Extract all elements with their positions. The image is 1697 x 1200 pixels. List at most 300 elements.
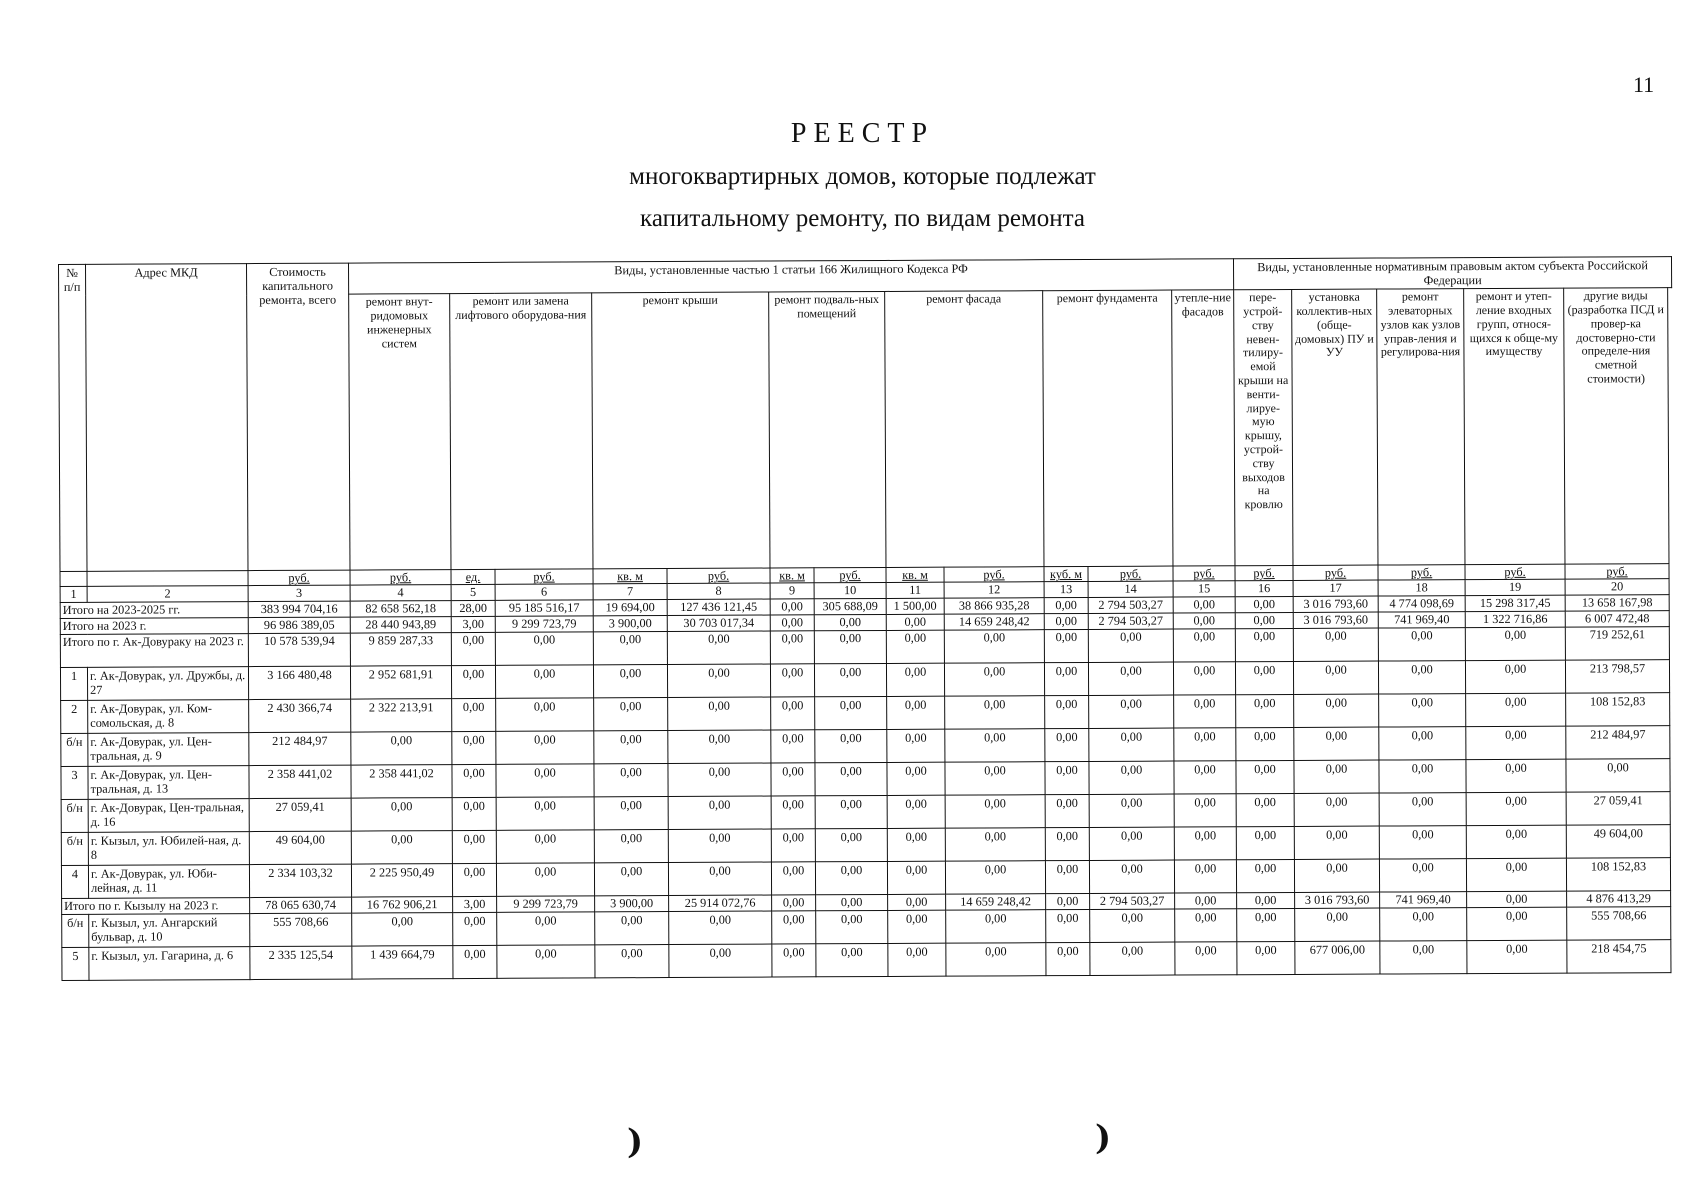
value-cell: 0,00: [816, 894, 888, 910]
value-cell: 1 500,00: [886, 598, 944, 614]
value-cell: 0,00: [1045, 860, 1089, 893]
total-label: Итого по г. Ак-Довураку на 2023 г.: [60, 633, 248, 667]
value-cell: 0,00: [1235, 628, 1293, 661]
value-cell: 4 774 098,69: [1378, 595, 1465, 611]
value-cell: 0,00: [945, 827, 1045, 860]
value-cell: 0,00: [594, 763, 668, 796]
value-cell: 0,00: [668, 697, 771, 731]
column-number-cell: 9: [770, 583, 814, 598]
value-cell: 0,00: [1173, 612, 1235, 628]
value-cell: 9 299 723,79: [495, 615, 593, 631]
header-elevator-units: ремонт элеваторных узлов как узлов управ-ления и регулирова-ния: [1377, 289, 1465, 565]
registry-table: [58, 256, 1675, 980]
value-cell: 0,00: [497, 911, 595, 944]
value-cell: 0,00: [351, 830, 452, 863]
value-cell: 0,00: [1466, 726, 1566, 759]
unit-cell: руб.: [1173, 566, 1235, 581]
value-cell: 0,00: [496, 697, 594, 730]
total-label: Итого по г. Кызылу на 2023 г.: [62, 897, 250, 914]
value-cell: 0,00: [451, 665, 495, 698]
value-cell: 2 358 441,02: [351, 764, 452, 797]
value-cell: 0,00: [946, 909, 1046, 942]
unit-cell: руб.: [1565, 564, 1669, 580]
value-cell: 677 006,00: [1295, 941, 1380, 974]
row-number: б/н: [61, 799, 88, 832]
value-cell: 0,00: [668, 730, 771, 764]
value-cell: 0,00: [1045, 761, 1089, 794]
value-cell: 28,00: [451, 600, 495, 616]
value-cell: 0,00: [772, 910, 816, 943]
value-cell: 3 016 793,60: [1295, 892, 1380, 908]
unit-cell: куб. м: [1044, 567, 1088, 582]
value-cell: 0,00: [1294, 760, 1379, 793]
value-cell: 0,00: [815, 729, 887, 762]
value-cell: 0,00: [1174, 760, 1236, 793]
total-label: Итого на 2023-2025 гг.: [60, 601, 248, 618]
row-address: г. Кызыл, ул. Юбилей-ная, д. 8: [88, 831, 249, 865]
value-cell: 15 298 317,45: [1465, 595, 1565, 611]
header-insulation: утепле-ние фасадов: [1172, 290, 1235, 566]
value-cell: 0,00: [1235, 661, 1293, 694]
value-cell: 0,00: [1379, 792, 1466, 825]
value-cell: 0,00: [770, 614, 814, 630]
value-cell: 6 007 472,48: [1565, 610, 1669, 627]
table-row: [62, 939, 1675, 980]
value-cell: 49 604,00: [1566, 824, 1670, 858]
value-cell: 108 152,83: [1566, 857, 1670, 891]
row-address: г. Ак-Довурак, ул. Цен-тральная, д. 9: [88, 732, 249, 766]
title-block: [0, 118, 1697, 240]
value-cell: 0,00: [668, 862, 771, 896]
total-label: Итого на 2023 г.: [60, 617, 248, 634]
table-body: [60, 564, 1675, 980]
value-cell: 0,00: [1237, 941, 1295, 974]
value-cell: 0,00: [452, 764, 496, 797]
value-cell: 0,00: [668, 829, 771, 863]
value-cell: 0,00: [946, 942, 1046, 975]
value-cell: 9 859 287,33: [350, 632, 451, 665]
value-cell: 0,00: [451, 632, 495, 665]
value-cell: 0,00: [1295, 908, 1380, 941]
value-cell: 0,00: [351, 797, 452, 830]
value-cell: 0,00: [770, 663, 814, 696]
value-cell: 0,00: [1236, 826, 1294, 859]
value-cell: 0,00: [452, 863, 496, 896]
value-cell: 3 016 793,60: [1293, 596, 1378, 612]
value-cell: 0,00: [595, 911, 669, 944]
value-cell: 0,00: [668, 763, 771, 797]
value-cell: 0,00: [452, 731, 496, 764]
value-cell: 305 688,09: [814, 598, 886, 614]
row-number: 2: [61, 700, 88, 733]
value-cell: 0,00: [1294, 694, 1379, 727]
column-number-cell: 5: [451, 585, 495, 600]
value-cell: 38 866 935,28: [944, 597, 1044, 613]
value-cell: 0,00: [1466, 858, 1566, 891]
value-cell: 3 016 793,60: [1293, 612, 1378, 628]
row-address: г. Ак-Довурак, Цен-тральная, д. 16: [88, 798, 249, 832]
value-cell: 0,00: [1236, 793, 1294, 826]
unit-cell: руб.: [814, 568, 886, 583]
value-cell: 0,00: [1173, 628, 1235, 661]
row-address: г. Ак-Довурак, ул. Дружбы, д. 27: [87, 666, 248, 700]
value-cell: 0,00: [667, 631, 770, 665]
value-cell: 0,00: [1174, 727, 1236, 760]
value-cell: 0,00: [1173, 661, 1235, 694]
value-cell: 0,00: [1379, 825, 1466, 858]
header-lift: ремонт или замена лифтового оборудова-ния: [450, 293, 593, 570]
column-number-cell: 1: [60, 587, 87, 602]
value-cell: 0,00: [771, 828, 815, 861]
value-cell: 0,00: [452, 797, 496, 830]
value-cell: 0,00: [1045, 827, 1089, 860]
column-number-cell: 13: [1044, 582, 1088, 597]
value-cell: 741 969,40: [1380, 891, 1467, 907]
value-cell: 0,00: [888, 943, 946, 976]
value-cell: 0,00: [1044, 662, 1088, 695]
value-cell: 0,00: [815, 828, 887, 861]
value-cell: 0,00: [667, 664, 770, 698]
value-cell: 0,00: [595, 944, 669, 977]
value-cell: 0,00: [815, 861, 887, 894]
value-cell: 0,00: [352, 912, 453, 945]
column-number-cell: 6: [495, 584, 593, 600]
value-cell: 0,00: [1467, 940, 1567, 973]
value-cell: 0,00: [1044, 629, 1088, 662]
value-cell: 0,00: [1466, 825, 1566, 858]
unit-cell: руб.: [1465, 564, 1565, 580]
value-cell: 0,00: [814, 663, 886, 696]
bottom-mark-left: ): [627, 1122, 644, 1162]
value-cell: 16 762 906,21: [352, 896, 453, 912]
value-cell: 0,00: [452, 830, 496, 863]
value-cell: 30 703 017,34: [667, 615, 770, 632]
value-cell: 14 659 248,42: [944, 613, 1044, 629]
value-cell: 0,00: [1293, 661, 1378, 694]
value-cell: 0,00: [945, 695, 1045, 728]
value-cell: 0,00: [1379, 759, 1466, 792]
value-cell: 0,00: [771, 861, 815, 894]
value-cell: 0,00: [351, 731, 452, 764]
unit-cell: руб.: [495, 569, 593, 585]
value-cell: 0,00: [1467, 907, 1567, 940]
row-number: 4: [61, 865, 88, 898]
value-cell: 19 694,00: [593, 599, 667, 615]
value-cell: 2 794 503,27: [1088, 613, 1173, 629]
value-cell: 0,00: [1174, 793, 1236, 826]
row-number: 1: [60, 667, 87, 700]
header-basement: ремонт подваль-ных помещений: [769, 292, 886, 569]
value-cell: 25 914 072,76: [669, 895, 772, 912]
value-cell: 3 166 480,48: [248, 666, 350, 699]
value-cell: 0,00: [1237, 892, 1295, 908]
value-cell: 0,00: [1294, 727, 1379, 760]
value-cell: 0,00: [886, 630, 944, 663]
header-group-regional: Виды, установленные нормативным правовым актом субъекта Российской Федерации: [1234, 257, 1672, 290]
value-cell: 0,00: [1379, 726, 1466, 759]
value-cell: 2 225 950,49: [351, 863, 452, 896]
value-cell: 13 658 167,98: [1565, 594, 1669, 611]
row-number: б/н: [61, 832, 88, 865]
value-cell: 0,00: [594, 862, 668, 895]
document-subtitle: [0, 156, 1697, 240]
bottom-mark-right: ): [1095, 1118, 1112, 1158]
value-cell: 0,00: [886, 614, 944, 630]
row-number: б/н: [61, 733, 88, 766]
value-cell: 27 059,41: [249, 798, 351, 831]
value-cell: 0,00: [1089, 761, 1174, 794]
column-number-cell: 16: [1235, 581, 1293, 596]
header-engineering: ремонт внут-ридомовых инженерных систем: [349, 294, 451, 570]
value-cell: 0,00: [1294, 859, 1379, 892]
column-number-cell: 8: [667, 583, 770, 599]
value-cell: 383 994 704,16: [248, 601, 350, 617]
value-cell: 0,00: [1173, 596, 1235, 612]
row-number: б/н: [62, 914, 89, 947]
units-empty-cell: [60, 572, 87, 587]
value-cell: 555 708,66: [1567, 906, 1671, 940]
value-cell: 0,00: [495, 664, 593, 697]
value-cell: 0,00: [1174, 826, 1236, 859]
value-cell: 28 440 943,89: [350, 616, 451, 632]
value-cell: 0,00: [1090, 942, 1175, 975]
unit-cell: кв. м: [593, 569, 667, 585]
value-cell: 0,00: [1089, 827, 1174, 860]
value-cell: 2 430 366,74: [249, 699, 351, 732]
column-number-cell: 10: [814, 583, 886, 598]
value-cell: 0,00: [1089, 695, 1174, 728]
row-address: г. Ак-Довурак, ул. Юби-лейная, д. 11: [88, 864, 249, 898]
unit-cell: руб.: [667, 568, 770, 584]
value-cell: 0,00: [945, 728, 1045, 761]
value-cell: 0,00: [1088, 629, 1173, 662]
value-cell: 0,00: [1174, 694, 1236, 727]
value-cell: 0,00: [669, 944, 772, 978]
value-cell: 0,00: [1294, 826, 1379, 859]
column-number-cell: 14: [1088, 581, 1173, 597]
value-cell: 96 986 389,05: [248, 617, 350, 633]
document-title: РЕЕСТР: [790, 118, 935, 149]
value-cell: 2 335 125,54: [250, 946, 352, 979]
value-cell: 0,00: [1236, 727, 1294, 760]
value-cell: 0,00: [1046, 942, 1090, 975]
subtitle-line-1: многоквартирных домов, которые подлежат: [629, 163, 1096, 190]
value-cell: 0,00: [815, 762, 887, 795]
value-cell: 0,00: [814, 614, 886, 630]
column-number-cell: 12: [944, 582, 1044, 598]
value-cell: 4 876 413,29: [1567, 890, 1671, 907]
unit-cell: руб.: [944, 567, 1044, 583]
column-number-cell: 7: [593, 584, 667, 600]
value-cell: 0,00: [816, 943, 888, 976]
header-entry-groups: ремонт и утеп-ление входных групп, относя-щихся к обще-му имуществу: [1464, 288, 1565, 564]
header-address: Адрес МКД: [86, 264, 248, 572]
value-cell: 0,00: [1044, 613, 1088, 629]
value-cell: 0,00: [593, 631, 667, 664]
value-cell: 0,00: [944, 662, 1044, 695]
value-cell: 1 322 716,86: [1465, 611, 1565, 627]
value-cell: 82 658 562,18: [350, 600, 451, 616]
value-cell: 2 322 213,91: [351, 698, 452, 731]
value-cell: 0,00: [453, 912, 497, 945]
value-cell: 0,00: [594, 730, 668, 763]
value-cell: 0,00: [1294, 793, 1379, 826]
unit-cell: руб.: [1293, 565, 1378, 581]
value-cell: 0,00: [1236, 859, 1294, 892]
value-cell: 0,00: [887, 828, 945, 861]
value-cell: 0,00: [594, 796, 668, 829]
value-cell: 0,00: [1380, 940, 1467, 973]
value-cell: 0,00: [1175, 941, 1237, 974]
value-cell: 0,00: [887, 696, 945, 729]
value-cell: 0,00: [945, 860, 1045, 893]
value-cell: 0,00: [816, 910, 888, 943]
header-group-federal: Виды, установленные частью 1 статьи 166 Жилищного Кодекса РФ: [348, 259, 1233, 295]
value-cell: 2 794 503,27: [1090, 893, 1175, 909]
column-number-cell: 19: [1465, 580, 1565, 596]
value-cell: 0,00: [452, 698, 496, 731]
column-number-cell: 3: [248, 585, 350, 601]
value-cell: 0,00: [1379, 693, 1466, 726]
value-cell: 0,00: [1566, 758, 1670, 792]
row-number: 3: [61, 766, 88, 799]
header-meters: установка коллектив-ных (обще-домовых) ПУ и УУ: [1292, 289, 1378, 565]
unit-cell: руб.: [1378, 565, 1465, 581]
value-cell: 0,00: [496, 862, 594, 895]
value-cell: 0,00: [669, 911, 772, 945]
value-cell: 0,00: [887, 861, 945, 894]
value-cell: 0,00: [1046, 893, 1090, 909]
value-cell: 0,00: [944, 629, 1044, 662]
value-cell: 0,00: [594, 829, 668, 862]
value-cell: 127 436 121,45: [667, 599, 770, 616]
value-cell: 0,00: [772, 894, 816, 910]
value-cell: 0,00: [887, 762, 945, 795]
column-number-cell: 4: [350, 585, 451, 601]
value-cell: 0,00: [1045, 794, 1089, 827]
value-cell: 0,00: [594, 697, 668, 730]
value-cell: 212 484,97: [249, 732, 351, 765]
value-cell: 0,00: [1465, 660, 1565, 693]
value-cell: 0,00: [771, 762, 815, 795]
value-cell: 0,00: [888, 894, 946, 910]
value-cell: 9 299 723,79: [497, 895, 595, 911]
value-cell: 0,00: [1237, 908, 1295, 941]
value-cell: 49 604,00: [249, 831, 351, 864]
value-cell: 0,00: [1088, 662, 1173, 695]
value-cell: 2 794 503,27: [1088, 597, 1173, 613]
value-cell: 0,00: [770, 598, 814, 614]
value-cell: 2 952 681,91: [350, 665, 451, 698]
value-cell: 14 659 248,42: [946, 893, 1046, 909]
value-cell: 0,00: [1236, 694, 1294, 727]
value-cell: 0,00: [770, 630, 814, 663]
value-cell: 0,00: [888, 910, 946, 943]
value-cell: 78 065 630,74: [250, 897, 352, 913]
page-number: 11: [1633, 72, 1655, 97]
value-cell: 0,00: [495, 631, 593, 664]
column-number-cell: 11: [886, 583, 944, 598]
value-cell: 0,00: [1235, 612, 1293, 628]
value-cell: 3 900,00: [595, 895, 669, 911]
value-cell: 0,00: [1090, 909, 1175, 942]
header-roof: ремонт крыши: [592, 292, 770, 569]
row-number: 5: [62, 947, 89, 980]
row-address: г. Кызыл, ул. Ангарский бульвар, д. 10: [89, 913, 250, 947]
value-cell: 0,00: [1379, 858, 1466, 891]
value-cell: 0,00: [1378, 627, 1465, 660]
value-cell: 0,00: [453, 945, 497, 978]
value-cell: 0,00: [1380, 907, 1467, 940]
value-cell: 0,00: [1466, 759, 1566, 792]
value-cell: 0,00: [771, 795, 815, 828]
value-cell: 0,00: [1046, 909, 1090, 942]
column-number-cell: 18: [1378, 580, 1465, 596]
value-cell: 741 969,40: [1378, 611, 1465, 627]
value-cell: 108 152,83: [1566, 692, 1670, 726]
row-address: г. Кызыл, ул. Гагарина, д. 6: [89, 946, 250, 980]
value-cell: 3,00: [451, 616, 495, 632]
unit-cell: кв. м: [886, 567, 944, 582]
value-cell: 0,00: [814, 630, 886, 663]
value-cell: 0,00: [771, 696, 815, 729]
value-cell: 0,00: [496, 829, 594, 862]
value-cell: 0,00: [771, 729, 815, 762]
value-cell: 0,00: [496, 796, 594, 829]
value-cell: 1 439 664,79: [352, 945, 453, 978]
value-cell: 555 708,66: [250, 913, 352, 946]
value-cell: 0,00: [945, 794, 1045, 827]
value-cell: 0,00: [945, 761, 1045, 794]
value-cell: 0,00: [886, 663, 944, 696]
value-cell: 0,00: [1089, 794, 1174, 827]
value-cell: 0,00: [887, 795, 945, 828]
value-cell: 0,00: [1044, 597, 1088, 613]
unit-cell: ед.: [451, 570, 495, 585]
value-cell: 0,00: [497, 944, 595, 977]
subtitle-line-2: капитальному ремонту, по видам ремонта: [640, 205, 1085, 232]
value-cell: 3 900,00: [593, 615, 667, 631]
value-cell: 0,00: [1467, 891, 1567, 907]
header-num: № п/п: [59, 264, 88, 571]
header-reroof: пере-устрой-ству невен-тилиру-емой крыши на венти-лируе-мую крышу, устрой-ству выходов на кровлю: [1234, 290, 1293, 566]
unit-cell: руб.: [350, 570, 451, 586]
value-cell: 0,00: [668, 796, 771, 830]
value-cell: 0,00: [1089, 728, 1174, 761]
value-cell: 0,00: [1045, 728, 1089, 761]
header-cost: Стоимость капитального ремонта, всего: [247, 263, 351, 571]
value-cell: 0,00: [1045, 695, 1089, 728]
value-cell: 0,00: [1465, 627, 1565, 660]
value-cell: 2 358 441,02: [249, 765, 351, 798]
row-address: г. Ак-Довурак, ул. Ком-сомольская, д. 8: [88, 699, 249, 733]
unit-cell: руб.: [1235, 566, 1293, 581]
unit-cell: руб.: [1088, 566, 1173, 582]
value-cell: 0,00: [593, 664, 667, 697]
value-cell: 0,00: [496, 730, 594, 763]
value-cell: 0,00: [1378, 660, 1465, 693]
value-cell: 0,00: [772, 943, 816, 976]
value-cell: 218 454,75: [1567, 939, 1671, 973]
value-cell: 213 798,57: [1565, 659, 1669, 693]
value-cell: 0,00: [1089, 860, 1174, 893]
value-cell: 0,00: [1236, 760, 1294, 793]
value-cell: 0,00: [1235, 596, 1293, 612]
value-cell: 95 185 516,17: [495, 599, 593, 615]
value-cell: 0,00: [1293, 628, 1378, 661]
column-number-cell: 2: [87, 586, 248, 602]
header-other: другие виды (разработка ПСД и провер-ка достоверно-сти определе-ния сметной стоимости): [1564, 288, 1669, 565]
